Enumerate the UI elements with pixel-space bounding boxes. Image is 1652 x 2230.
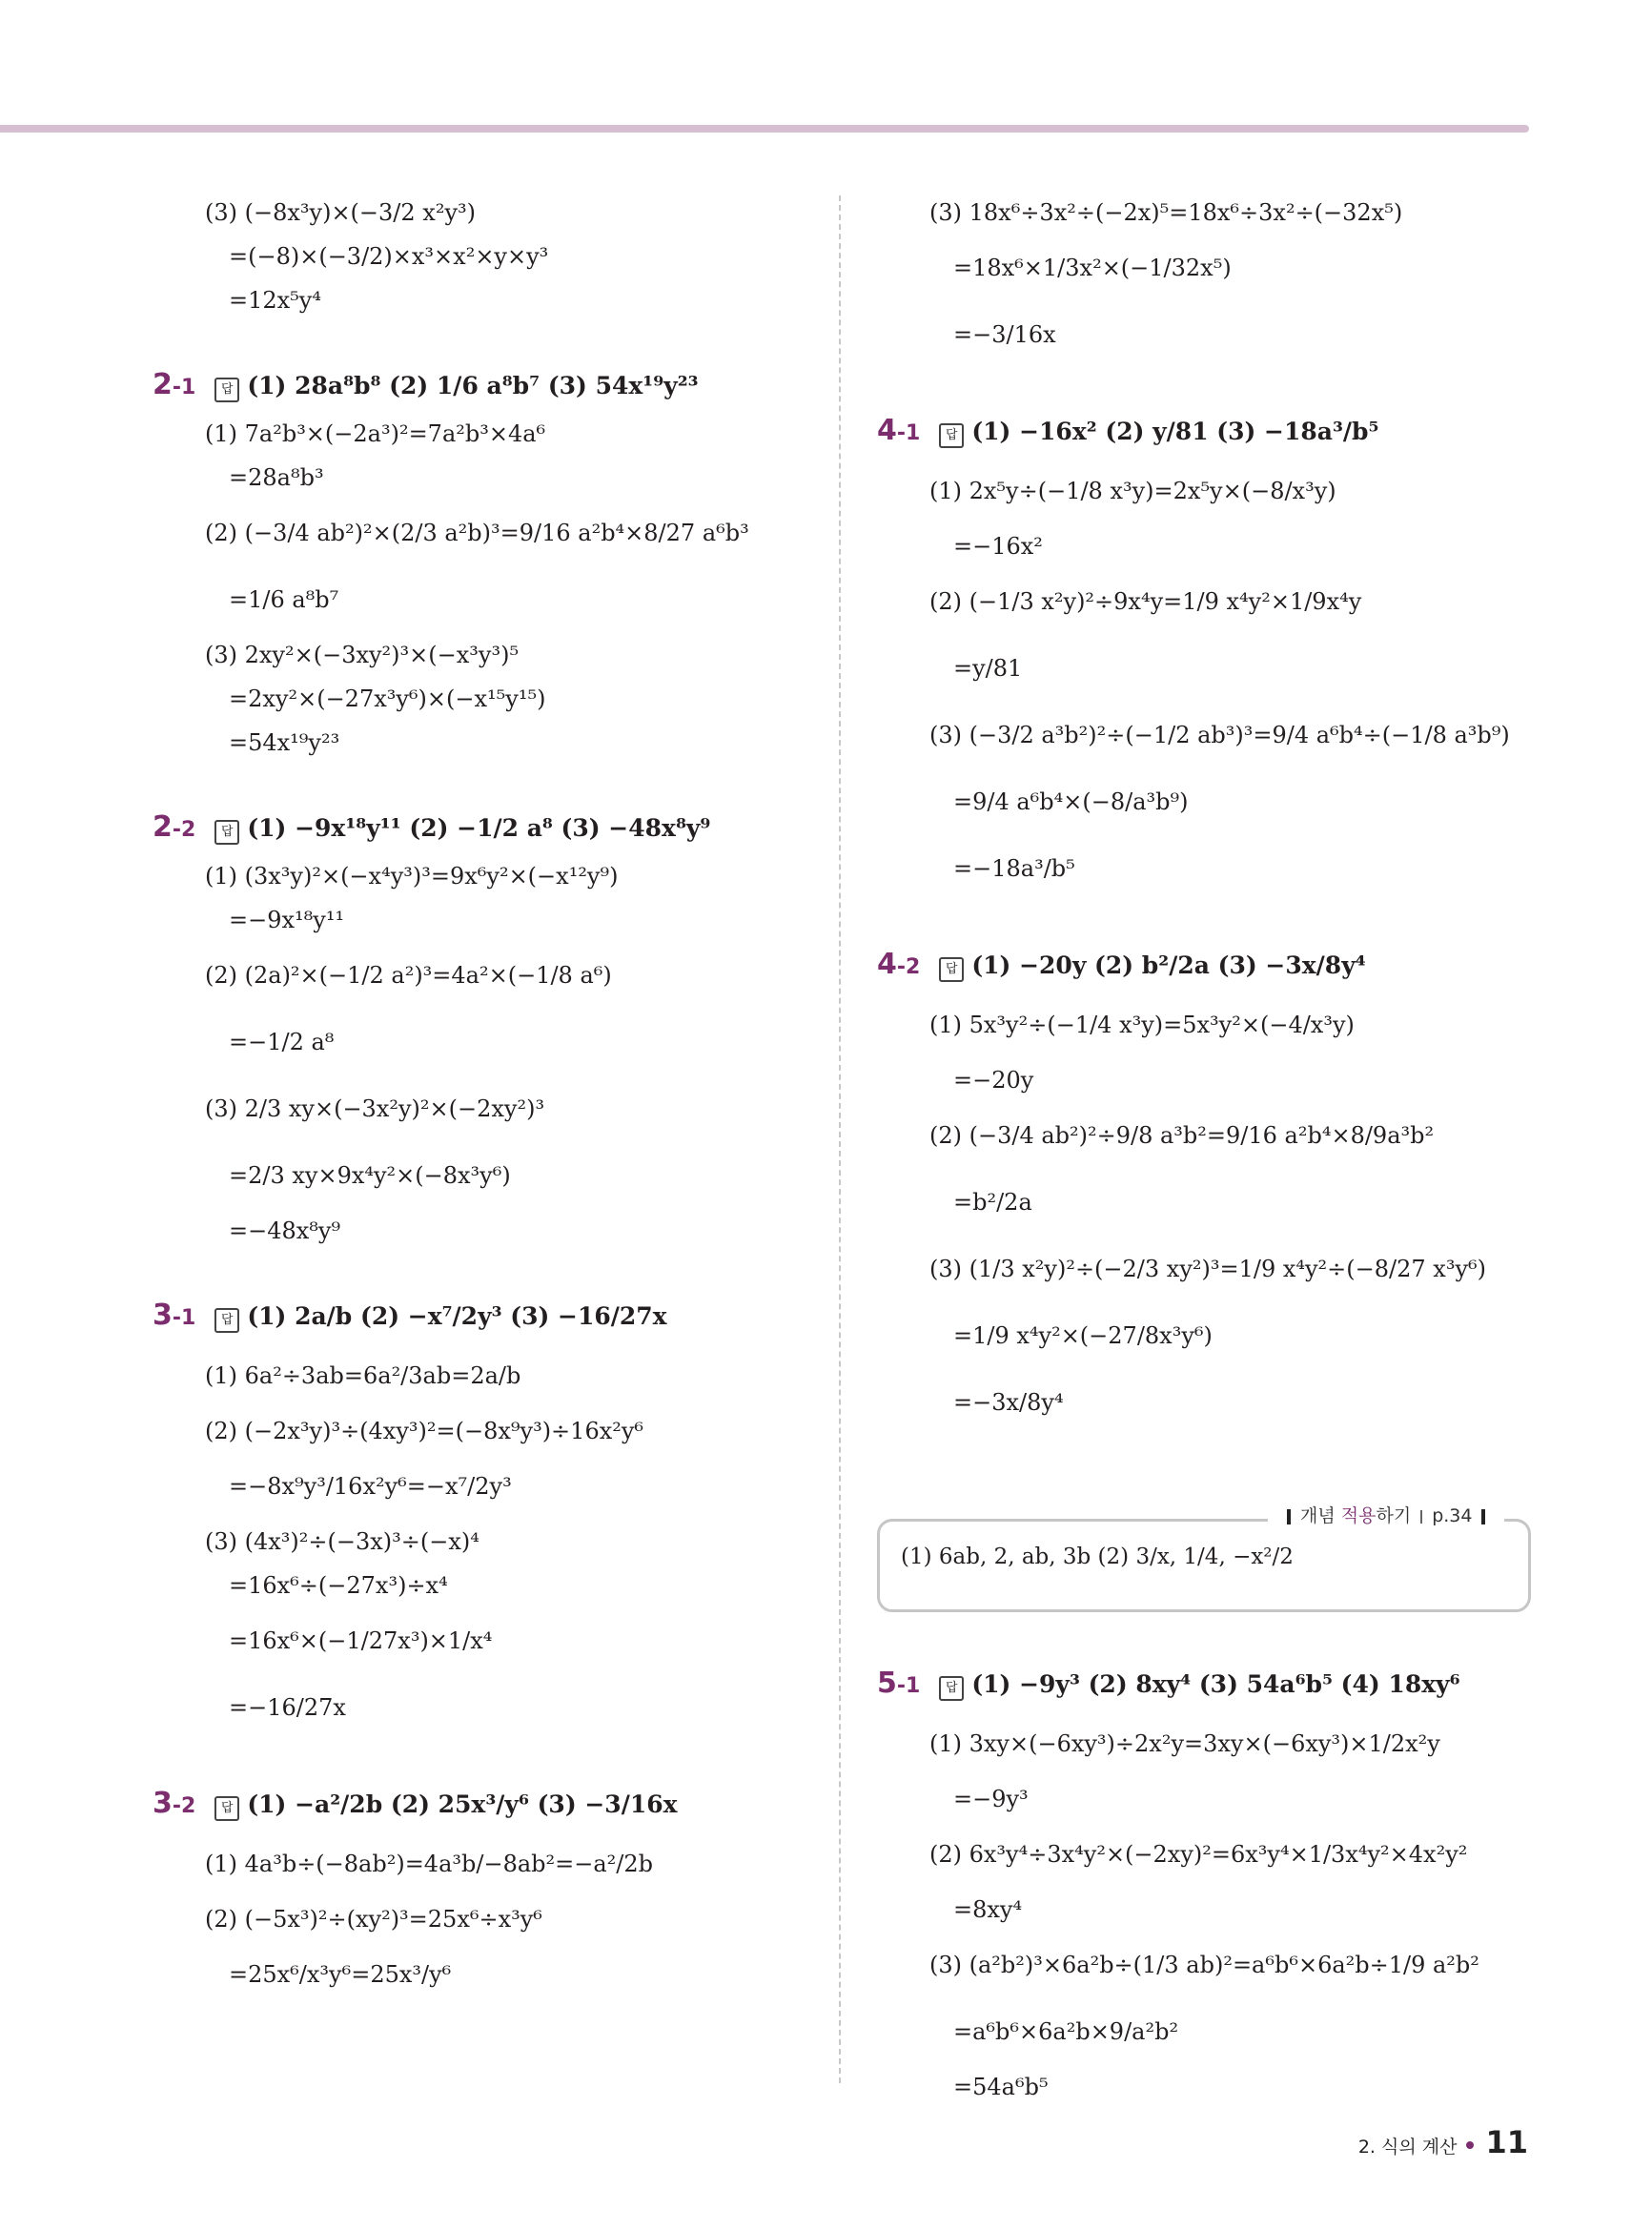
title-sep	[1420, 1510, 1422, 1524]
solution-line: =1/6 a⁸b⁷	[229, 586, 339, 613]
concept-box-text: (1) 6ab, 2, ab, 3b (2) 3/x, 1/4, −x²/2	[901, 1545, 1294, 1569]
solution-line: =54x¹⁹y²³	[229, 729, 340, 756]
solution-line: (1) 3xy×(−6xy³)÷2x²y=3xy×(−6xy³)×1/2x²y	[929, 1730, 1440, 1757]
answer-summary: (1) −9x¹⁸y¹¹ (2) −1/2 a⁸ (3) −48x⁸y⁹	[247, 814, 711, 842]
solution-line: =9/4 a⁶b⁴×(−8/a³b⁹)	[953, 788, 1189, 815]
solution-line: =16x⁶÷(−27x³)÷x⁴	[229, 1572, 448, 1599]
page-footer	[1358, 2124, 1528, 2160]
concept-box-title: 개념 적용하기 p.34	[1268, 1502, 1504, 1527]
solution-line: =−1/2 a⁸	[229, 1029, 335, 1055]
solution-line: (2) (−3/4 ab²)²×(2/3 a²b)³=9/16 a²b⁴×8/27 a⁶b³	[205, 520, 749, 546]
problem-number: 2-1	[153, 368, 196, 401]
answer-summary: (1) 28a⁸b⁸ (2) 1/6 a⁸b⁷ (3) 54x¹⁹y²³	[247, 372, 699, 399]
solution-line: (3) (−8x³y)×(−3/2 x²y³)	[205, 199, 476, 226]
footer-dot	[1466, 2141, 1474, 2149]
solution-line: =−48x⁸y⁹	[229, 1217, 341, 1244]
solution-line: (1) 7a²b³×(−2a³)²=7a²b³×4a⁶	[205, 420, 546, 447]
page-number: 11	[1485, 2124, 1528, 2160]
solution-line: =y/81	[953, 655, 1023, 682]
solution-line: (3) (−3/2 a³b²)²÷(−1/2 ab³)³=9/4 a⁶b⁴÷(−1/8 a³b⁹)	[929, 722, 1510, 748]
solution-line: =(−8)×(−3/2)×x³×x²×y×y³	[229, 243, 549, 270]
solution-line: =2xy²×(−27x³y⁶)×(−x¹⁵y¹⁵)	[229, 685, 546, 712]
solution-line: =−16/27x	[229, 1694, 346, 1721]
problem-header	[153, 1289, 820, 1342]
chapter-label: 2. 식의 계산	[1357, 2137, 1458, 2158]
solution-line: =1/9 x⁴y²×(−27/8x³y⁶)	[953, 1322, 1213, 1349]
answer-summary: (1) −20y (2) b²/2a (3) −3x/8y⁴	[971, 951, 1366, 979]
solution-line: =12x⁵y⁴	[229, 287, 321, 314]
title-tick-left	[1287, 1509, 1291, 1524]
solution-line: (2) (−5x³)²÷(xy²)³=25x⁶÷x³y⁶	[205, 1906, 542, 1933]
solution-line: (3) 2xy²×(−3xy²)³×(−x³y³)⁵	[205, 642, 520, 668]
answer-mark-icon: 답	[214, 378, 239, 402]
top-rule	[0, 125, 1529, 133]
solution-line: (3) (1/3 x²y)²÷(−2/3 xy²)³=1/9 x⁴y²÷(−8/27 x³y⁶)	[929, 1256, 1486, 1282]
answer-mark-icon: 답	[214, 1796, 239, 1821]
right-column-lower	[877, 1621, 1535, 2109]
solution-line: =28a⁸b³	[229, 464, 324, 491]
solution-line: (1) 2x⁵y÷(−1/8 x³y)=2x⁵y×(−8/x³y)	[929, 478, 1336, 504]
answer-summary: (1) −16x² (2) y/81 (3) −18a³/b⁵	[971, 418, 1379, 445]
solution-line: =−18a³/b⁵	[953, 855, 1075, 882]
solution-line: (2) 6x³y⁴÷3x⁴y²×(−2xy)²=6x³y⁴×1/3x⁴y²×4x²y²	[929, 1841, 1468, 1868]
page-ref: p.34	[1432, 1505, 1473, 1526]
problem-number: 4-2	[877, 948, 921, 981]
solution-line: =a⁶b⁶×6a²b×9/a²b²	[953, 2018, 1179, 2045]
solution-line: (2) (−1/3 x²y)²÷9x⁴y=1/9 x⁴y²×1/9x⁴y	[929, 588, 1362, 615]
problem-number: 3-2	[153, 1787, 196, 1820]
solution-line: (3) 18x⁶÷3x²÷(−2x)⁵=18x⁶÷3x²÷(−32x⁵)	[929, 199, 1403, 226]
solution-line: =8xy⁴	[953, 1896, 1023, 1923]
problem-header	[153, 801, 820, 854]
solution-line: =−20y	[953, 1067, 1034, 1094]
problem-header	[153, 1777, 820, 1831]
solution-line: (3) (4x³)²÷(−3x)³÷(−x)⁴	[205, 1528, 479, 1555]
solution-line: (2) (−3/4 ab²)²÷9/8 a³b²=9/16 a²b⁴×8/9a³b²	[929, 1122, 1435, 1149]
solution-line: =−8x⁹y³/16x²y⁶=−x⁷/2y³	[229, 1473, 512, 1500]
answer-mark-icon: 답	[214, 1308, 239, 1333]
solution-line: =−9x¹⁸y¹¹	[229, 907, 345, 933]
solution-line: =54a⁶b⁵	[953, 2074, 1049, 2100]
right-column	[877, 191, 1535, 1436]
solution-line: =25x⁶/x³y⁶=25x³/y⁶	[229, 1961, 452, 1988]
problem-header	[153, 358, 820, 412]
solution-line: (1) (3x³y)²×(−x⁴y³)³=9x⁶y²×(−x¹²y⁹)	[205, 863, 619, 890]
problem-number: 3-1	[153, 1299, 196, 1332]
problem-header	[877, 938, 1535, 992]
answer-mark-icon: 답	[939, 1676, 964, 1701]
answer-summary: (1) −9y³ (2) 8xy⁴ (3) 54a⁶b⁵ (4) 18xy⁶	[971, 1670, 1460, 1698]
solution-line: (3) (a²b²)³×6a²b÷(1/3 ab)²=a⁶b⁶×6a²b÷1/9 a²b²	[929, 1952, 1479, 1978]
title-tick-right	[1481, 1509, 1485, 1524]
solution-line: =18x⁶×1/3x²×(−1/32x⁵)	[953, 255, 1232, 281]
solution-line: =−3/16x	[953, 321, 1056, 348]
problem-number: 2-2	[153, 810, 196, 844]
answer-summary: (1) 2a/b (2) −x⁷/2y³ (3) −16/27x	[247, 1302, 667, 1330]
solution-line: =−9y³	[953, 1786, 1029, 1812]
answer-mark-icon: 답	[939, 423, 964, 448]
solution-line: =−3x/8y⁴	[953, 1389, 1064, 1416]
solution-line: (2) (−2x³y)³÷(4xy³)²=(−8x⁹y³)÷16x²y⁶	[205, 1418, 644, 1444]
left-column	[153, 191, 820, 2008]
answer-mark-icon: 답	[939, 957, 964, 982]
solution-line: (1) 5x³y²÷(−1/4 x³y)=5x³y²×(−4/x³y)	[929, 1012, 1355, 1038]
answer-summary: (1) −a²/2b (2) 25x³/y⁶ (3) −3/16x	[247, 1790, 678, 1818]
solution-line: (1) 6a²÷3ab=6a²/3ab=2a/b	[205, 1362, 521, 1389]
solution-line: =b²/2a	[953, 1189, 1032, 1216]
problem-header	[877, 404, 1535, 458]
problem-header	[877, 1657, 1535, 1710]
solution-line: =−16x²	[953, 533, 1043, 560]
problem-number: 5-1	[877, 1667, 921, 1700]
solution-line: (1) 4a³b÷(−8ab²)=4a³b/−8ab²=−a²/2b	[205, 1851, 653, 1877]
solution-line: (2) (2a)²×(−1/2 a²)³=4a²×(−1/8 a⁶)	[205, 962, 612, 989]
column-divider	[839, 195, 841, 2083]
solution-line: =2/3 xy×9x⁴y²×(−8x³y⁶)	[229, 1162, 511, 1189]
problem-number: 4-1	[877, 414, 921, 447]
solution-line: (3) 2/3 xy×(−3x²y)²×(−2xy²)³	[205, 1095, 545, 1122]
answer-mark-icon: 답	[214, 820, 239, 845]
solution-line: =16x⁶×(−1/27x³)×1/x⁴	[229, 1627, 493, 1654]
